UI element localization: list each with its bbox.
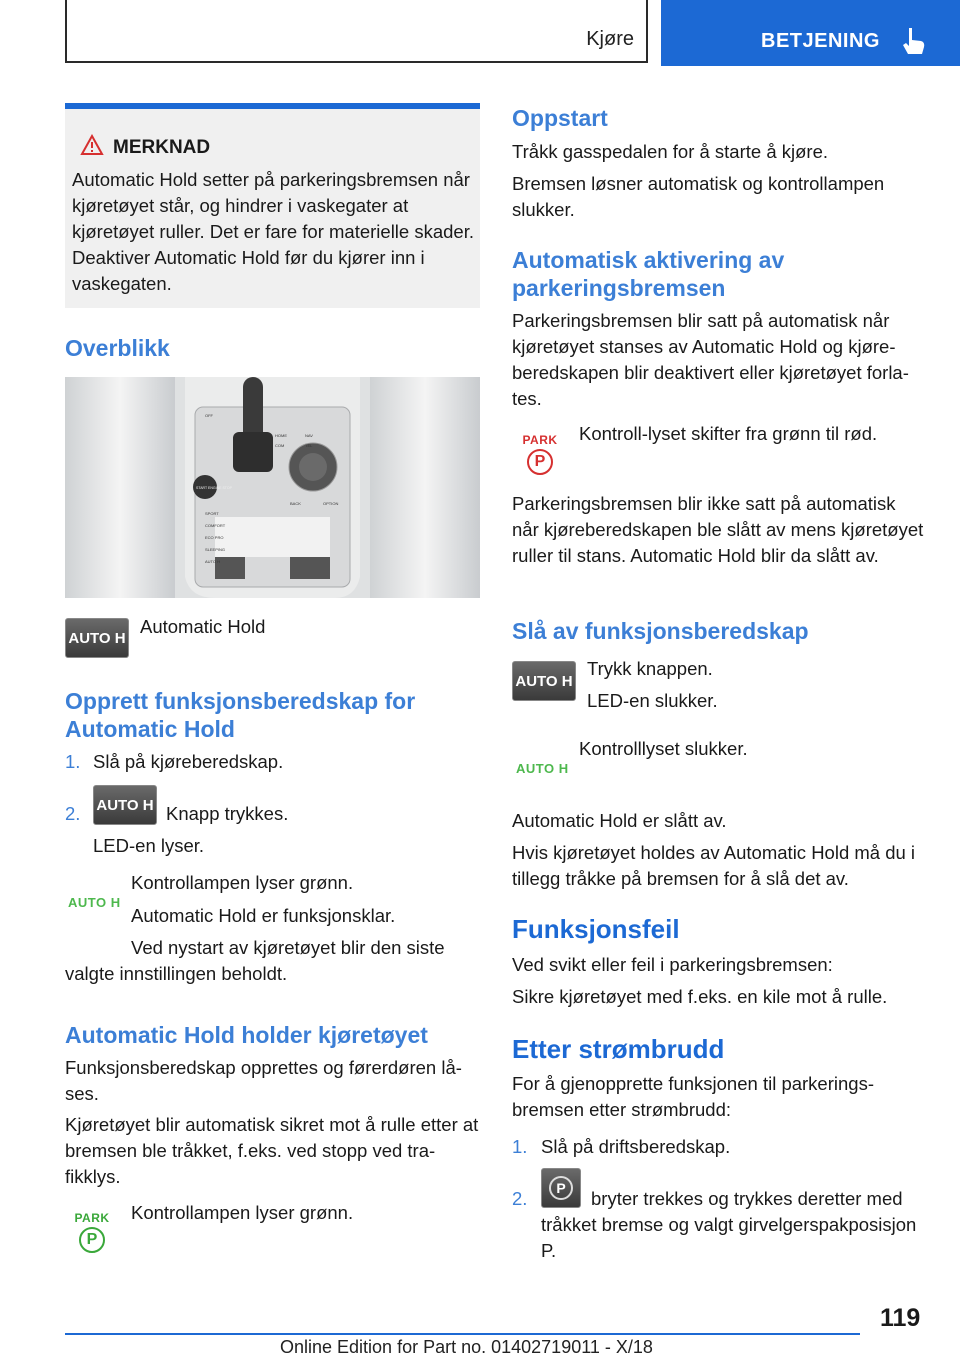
note-body: Automatic Hold setter på parkeringsbremsen når kjøretøyet står, og hindrer i vaskegater at kjøretøyet ruller. Det er fare for materielle skader. Deaktiver Automatic Hold før du kjører inn i vaskegaten.	[72, 169, 474, 294]
photo-label-start: START ENGINE STOP	[196, 486, 232, 490]
footer-edition: Online Edition for Part no. 01402719011 - X/18	[280, 1337, 653, 1357]
press-text: Trykk knappen.	[587, 658, 713, 679]
photo-label-tel: TEL	[305, 443, 313, 448]
warning-icon	[80, 134, 104, 156]
park-button-p: P	[549, 1176, 573, 1200]
park-green-icon	[70, 1211, 114, 1259]
page-number: 119	[880, 1304, 921, 1332]
auto-hold-label: Automatic Hold	[140, 616, 266, 637]
photo-label-autoh: AUTO H	[205, 559, 221, 564]
photo-label-off: OFF	[205, 413, 213, 418]
heading-auto-aktivering: Automatisk aktivering av parkeringsbremsen	[512, 247, 785, 301]
feil-p1: Ved svikt eller feil i parkeringsbremsen:	[512, 954, 833, 975]
auto-hold-green-icon: AUTO H	[68, 895, 121, 910]
oppstart-p1: Tråkk gasspedalen for å starte å kjøre.	[512, 141, 829, 162]
header-chapter: BETJENING	[761, 30, 880, 52]
photo-label-sport: SPORT	[205, 511, 219, 516]
lamp-green-text-2: Kontrollampen lyser grønn.	[131, 1202, 354, 1223]
park-red-icon	[518, 433, 562, 481]
auto-hold-green-icon-2: AUTO H	[516, 761, 569, 776]
heading-holder: Automatic Hold holder kjøretøyet	[65, 1022, 428, 1048]
holder-p2: Kjøretøyet blir automatisk sikret mot å rulle etter at bremsen ble tråkket, f.eks. ved stopp ved trafikklys.	[65, 1114, 479, 1187]
oppstart-p2: Bremsen løsner automatisk og kontrollampen slukker.	[512, 173, 885, 220]
off-p1: Automatic Hold er slått av.	[512, 810, 727, 831]
photo-label-back: BACK	[290, 501, 301, 506]
feil-p2: Sikre kjøretøyet med f.eks. en kile mot å rulle.	[512, 986, 888, 1007]
heading-sla-av: Slå av funksjonsberedskap	[512, 618, 809, 644]
heading-etter-stromb: Etter strømbrudd	[512, 1034, 725, 1064]
off-p2: Hvis kjøretøyet holdes av Automatic Hold må du i tillegg tråkke på bremsen for å slå det av.	[512, 842, 916, 889]
s2-num: 2.	[512, 1188, 528, 1209]
header-section: Kjøre	[586, 28, 634, 50]
header-section-box	[65, 0, 648, 63]
lamp-red-text: Kontroll-lyset skifter fra grønn til rød.	[579, 423, 878, 444]
led-on-text: LED-en lyser.	[93, 835, 205, 856]
park-green-text: PARK	[74, 1211, 110, 1225]
step2-text: Knapp trykkes.	[166, 803, 289, 824]
header-chapter-box	[661, 0, 960, 66]
auto-akt-p1: Parkeringsbremsen blir satt på automatisk når kjøretøyet stanses av Automatic Hold og kjøreberedskapen blir deaktivert eller kjøretøyet forlates.	[512, 310, 909, 409]
park-green-p: P	[79, 1227, 105, 1253]
photo-label-sleep: SLEEPING	[205, 547, 226, 552]
auto-hold-button-icon: AUTO H	[65, 618, 129, 658]
auto-hold-button-icon-3: AUTO H	[512, 661, 576, 701]
auto-hold-button-icon-2: AUTO H	[93, 785, 157, 825]
restart-text: Ved nystart av kjøretøyet blir den siste valgte innstillingen beholdt.	[65, 937, 445, 984]
note-title: MERKNAD	[113, 137, 211, 158]
photo-label-ecopro: ECO PRO	[205, 535, 224, 540]
park-red-text: PARK	[522, 433, 558, 447]
lamp-green-text: Kontrollampen lyser grønn.	[131, 872, 354, 893]
heading-overblikk: Overblikk	[65, 335, 170, 361]
led-off-text: LED-en slukker.	[587, 690, 718, 711]
step2-num: 2.	[65, 803, 81, 824]
s1-num: 1.	[512, 1136, 528, 1157]
note-box	[65, 103, 480, 308]
auto-akt-p2: Parkeringsbremsen blir ikke satt på automatisk når kjøreberedskapen ble slått av mens kjøretøyet ruller til stans. Automatic Hold blir da slått av.	[512, 493, 924, 566]
footer-rule	[65, 1333, 860, 1335]
holder-p1: Funksjonsberedskap opprettes og førerdøren låses.	[65, 1057, 462, 1104]
photo-label-home: HOME	[275, 433, 287, 438]
heading-funksjonsfeil: Funksjonsfeil	[512, 914, 680, 944]
ready-text: Automatic Hold er funksjonsklar.	[131, 905, 396, 926]
step1-text: Slå på kjøreberedskap.	[93, 751, 284, 772]
pointing-hand-icon	[899, 26, 927, 56]
s2-text: bryter trekkes og trykkes deretter med tråkket bremse og valgt girvelgerspakposisjon P.	[541, 1188, 917, 1261]
photo-label-nav: NAV	[305, 433, 313, 438]
heading-oppstart: Oppstart	[512, 105, 608, 131]
heading-opprett: Opprett funksjonsberedskap for Automatic Hold	[65, 688, 416, 742]
console-photo	[65, 377, 480, 598]
photo-label-com: COM	[275, 443, 285, 448]
lamp-off-text: Kontrolllyset slukker.	[579, 738, 748, 759]
s1-text: Slå på driftsberedskap.	[541, 1136, 731, 1157]
park-red-p: P	[527, 449, 553, 475]
step1-num: 1.	[65, 751, 81, 772]
photo-label-comfort: COMFORT	[205, 523, 226, 528]
photo-label-option: OPTION	[323, 501, 339, 506]
etter-p: For å gjenopprette funksjonen til parkeringsbremsen etter strømbrudd:	[512, 1073, 874, 1120]
